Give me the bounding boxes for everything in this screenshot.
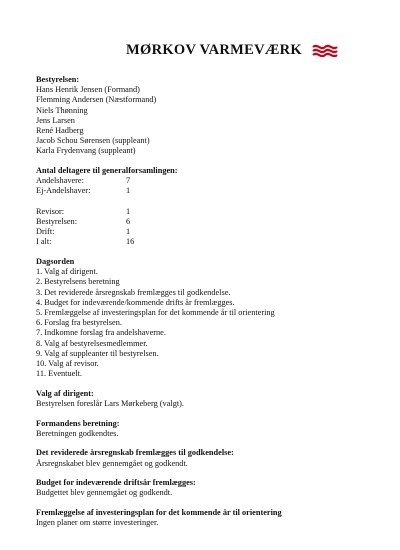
attendance-label: Drift: <box>36 227 55 237</box>
brand-name: MØRKOV VARMEVÆRK <box>126 42 302 58</box>
board-member: Karla Frydenvang (suppleant) <box>36 146 136 156</box>
attendance-value: 1 <box>126 227 131 237</box>
attendance-value: 16 <box>126 237 135 247</box>
attendance-value: 7 <box>126 176 131 186</box>
agenda-item: 1. Valg af dirigent. <box>36 267 98 277</box>
attendance-label: I alt: <box>36 237 52 247</box>
section-text: Beretningen godkendtes. <box>36 428 119 438</box>
attendance-label: Bestyrelsen: <box>36 217 78 227</box>
section-heading: Det reviderede årsregnskab fremlægges til godkendelse: <box>36 448 234 458</box>
section-text: Ingen planer om større investeringer. <box>36 518 159 528</box>
attendance-heading: Antal deltagere til generalforsamlingen: <box>36 166 178 176</box>
agenda-item: 7. Indkomne forslag fra andelshaverne. <box>36 328 166 338</box>
board-member: Jens Larsen <box>36 115 75 125</box>
agenda-section <box>36 257 376 379</box>
minutes-section <box>36 508 376 528</box>
agenda-item: 2. Bestyrelsens beretning <box>36 277 120 287</box>
page-header <box>0 40 400 60</box>
board-member: Niels Thønning <box>36 105 88 115</box>
agenda-item: 11. Eventuelt. <box>36 369 83 379</box>
section-text: Budgettet blev gennemgået og godkendt. <box>36 488 173 498</box>
agenda-item: 8. Valg af bestyrelsesmedlemmer. <box>36 338 148 348</box>
agenda-item: 9. Valg af suppleanter til bestyrelsen. <box>36 348 159 358</box>
attendance-value: 1 <box>126 206 131 216</box>
board-member: Flemming Andersen (Næstformand) <box>36 95 157 105</box>
agenda-item: 4. Budget for indeværende/kommende drifts år fremlægges. <box>36 297 235 307</box>
agenda-item: 5. Fremlæggelse af investeringsplan for det kommende år til orientering <box>36 308 275 318</box>
agenda-item: 10. Valg af revisor. <box>36 359 99 369</box>
section-heading: Formandens beretning: <box>36 418 120 428</box>
section-heading: Valg af dirigent: <box>36 388 94 398</box>
attendance-section <box>36 166 376 248</box>
attendance-row <box>36 207 376 217</box>
agenda-heading: Dagsorden <box>36 257 75 267</box>
section-text: Årsregnskabet blev gennemgået og godkendt. <box>36 458 188 468</box>
attendance-row <box>36 217 376 227</box>
attendance-row <box>36 176 376 186</box>
minutes-section <box>36 389 376 409</box>
section-heading: Budget for indeværende driftsår fremlægges: <box>36 478 196 488</box>
minutes-section <box>36 478 376 498</box>
board-heading: Bestyrelsen: <box>36 75 80 84</box>
board-member: René Hadberg <box>36 126 84 136</box>
attendance-row <box>36 237 376 247</box>
red-wave-logo-icon <box>312 43 338 57</box>
attendance-value: 1 <box>126 186 131 196</box>
board-section <box>36 75 376 157</box>
attendance-value: 6 <box>126 217 131 227</box>
attendance-row <box>36 227 376 237</box>
attendance-row <box>36 186 376 196</box>
agenda-item: 3. Det reviderede årsregnskab fremlægges til godkendelse. <box>36 287 231 297</box>
agenda-item: 6. Forslag fra bestyrelsen. <box>36 318 122 328</box>
section-text: Bestyrelsen foreslår Lars Mørkeberg (valgt). <box>36 399 184 409</box>
attendance-label: Ej-Andelshaver: <box>36 186 91 196</box>
board-member: Jacob Schou Sørensen (suppleant) <box>36 136 150 146</box>
minutes-section <box>36 419 376 439</box>
attendance-label: Revisor: <box>36 206 65 216</box>
minutes-section <box>36 448 376 468</box>
board-member: Hans Henrik Jensen (Formand) <box>36 85 140 95</box>
attendance-label: Andelshavere: <box>36 176 84 186</box>
section-heading: Fremlæggelse af investeringsplan for det kommende år til orientering <box>36 508 282 518</box>
document-body <box>36 75 376 538</box>
